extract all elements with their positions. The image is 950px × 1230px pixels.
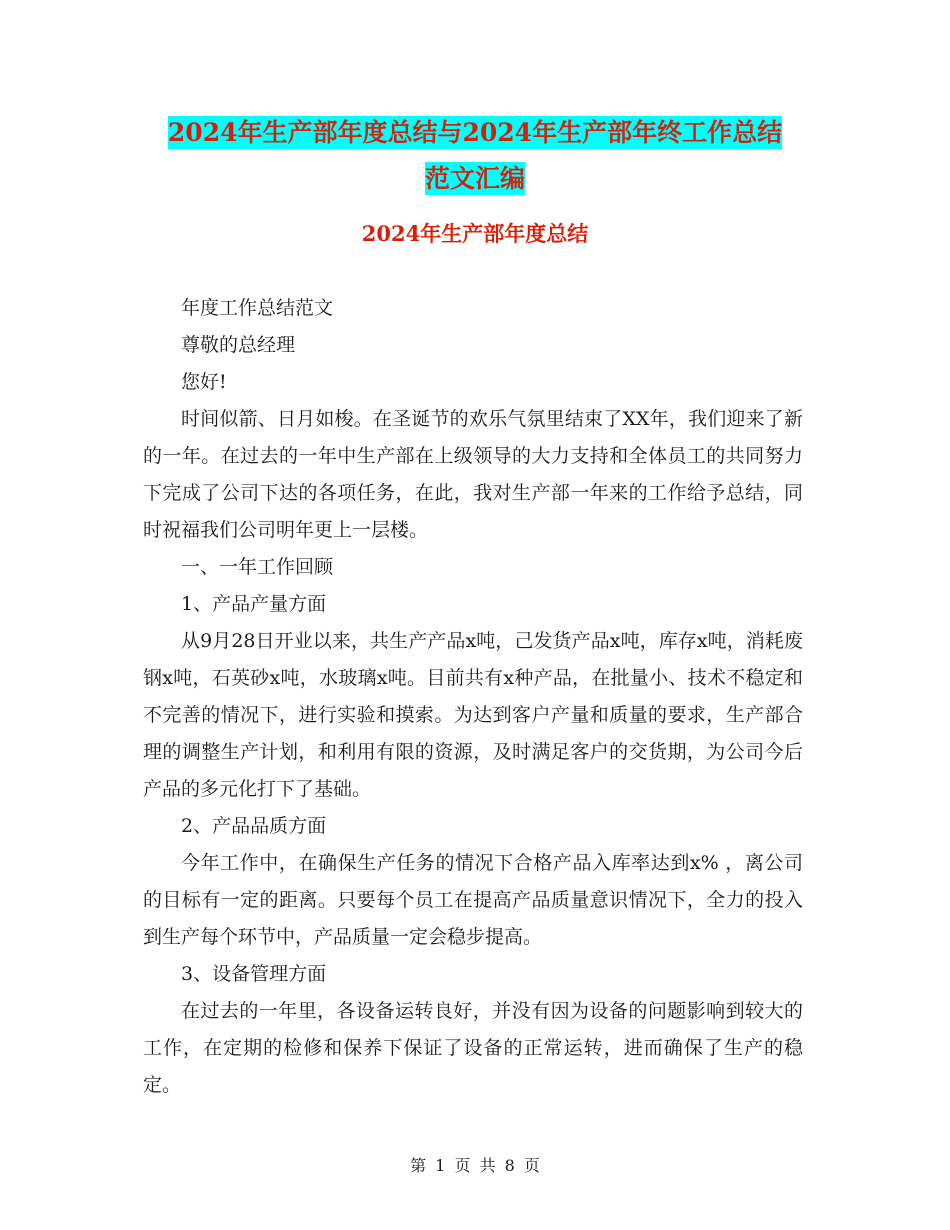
paragraph: 从9月28日开业以来，共生产产品x吨，己发货产品x吨，库存x吨，消耗废钢x吨，石英砂x吨，水玻璃x吨。目前共有x种产品，在批量小、技术不稳定和不完善的情况下，进行实验和摸索。为达到客户产量和质量的要求，生产部合理的调整生产计划，和利用有限的资源，及时满足客户的交货期，为公司今后产品的多元化打下了基础。	[143, 630, 803, 800]
title-line-2: 范文汇编	[424, 164, 525, 193]
paragraph: 2、产品品质方面	[181, 815, 327, 837]
paragraph: 时间似箭、日月如梭。在圣诞节的欢乐气氛里结束了XX年，我们迎来了新的一年。在过去的一年中生产部在上级领导的大力支持和全体员工的共同努力下完成了公司下达的各项任务，在此，我对生产部一年来的工作给予总结，同时祝福我们公司明年更上一层楼。	[143, 408, 803, 541]
paragraph: 今年工作中，在确保生产任务的情况下合格产品入库率达到x% ，离公司的目标有一定的距离。只要每个员工在提高产品质量意识情况下，全力的投入到生产每个环节中，产品质量一定会稳步提高。	[143, 852, 803, 948]
paragraph: 您好!	[181, 371, 227, 393]
paragraph: 尊敬的总经理	[181, 334, 296, 356]
document-body	[143, 290, 803, 1104]
paragraph: 1、产品产量方面	[181, 593, 327, 615]
title-line-1: 2024年生产部年度总结与2024年生产部年终工作总结	[167, 118, 783, 147]
paragraph: 3、设备管理方面	[181, 963, 327, 985]
document-title	[0, 110, 950, 202]
section-title: 2024年生产部年度总结	[361, 221, 589, 246]
page-footer: 第 1 页 共 8 页	[410, 1156, 540, 1175]
paragraph: 年度工作总结范文	[181, 297, 334, 319]
paragraph: 在过去的一年里，各设备运转良好，并没有因为设备的问题影响到较大的工作，在定期的检修和保养下保证了设备的正常运转，进而确保了生产的稳定。	[143, 1000, 803, 1096]
paragraph: 一、一年工作回顾	[181, 556, 334, 578]
